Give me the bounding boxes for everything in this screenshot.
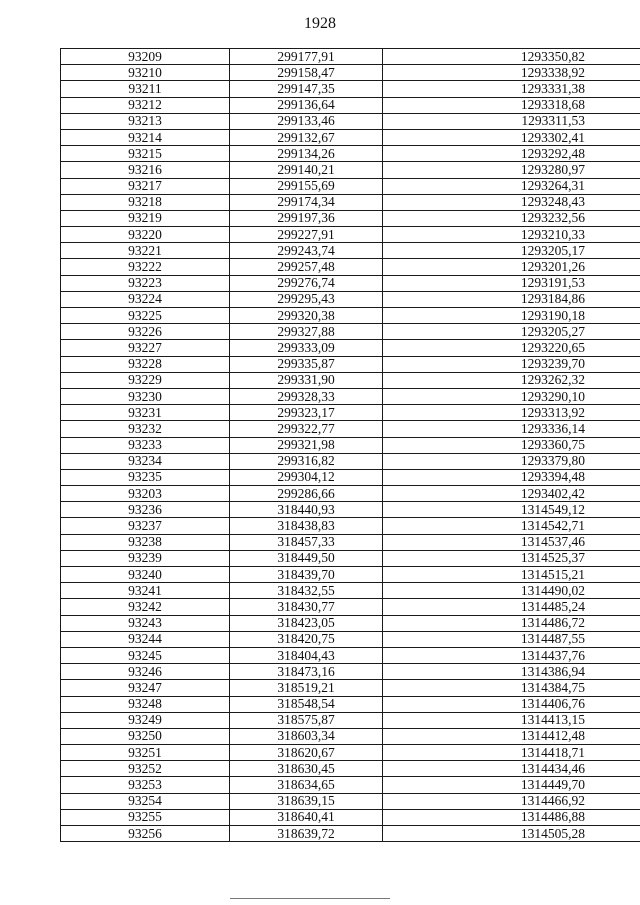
table-row	[61, 728, 640, 744]
y-coordinate-cell: 1314487,55	[383, 631, 640, 647]
table-row	[61, 712, 640, 728]
x-coordinate-cell: 299286,66	[230, 486, 383, 502]
table-row	[61, 826, 640, 842]
y-coordinate-cell: 1293248,43	[383, 194, 640, 210]
table-row	[61, 97, 640, 113]
table-row	[61, 421, 640, 437]
point-id-cell: 93224	[61, 291, 230, 307]
y-coordinate-cell: 1293184,86	[383, 291, 640, 307]
point-id-cell: 93254	[61, 793, 230, 809]
table-row	[61, 680, 640, 696]
point-id-cell: 93241	[61, 583, 230, 599]
point-id-cell: 93215	[61, 146, 230, 162]
y-coordinate-cell: 1314466,92	[383, 793, 640, 809]
y-coordinate-cell: 1293318,68	[383, 97, 640, 113]
table-row	[61, 599, 640, 615]
x-coordinate-cell: 299276,74	[230, 275, 383, 291]
coordinates-table-body	[61, 49, 640, 842]
y-coordinate-cell: 1293280,97	[383, 162, 640, 178]
table-row	[61, 502, 640, 518]
point-id-cell: 93252	[61, 761, 230, 777]
point-id-cell: 93203	[61, 486, 230, 502]
x-coordinate-cell: 299323,17	[230, 405, 383, 421]
point-id-cell: 93217	[61, 178, 230, 194]
x-coordinate-cell: 299147,35	[230, 81, 383, 97]
x-coordinate-cell: 299316,82	[230, 453, 383, 469]
point-id-cell: 93211	[61, 81, 230, 97]
x-coordinate-cell: 318603,34	[230, 728, 383, 744]
table-row	[61, 615, 640, 631]
point-id-cell: 93227	[61, 340, 230, 356]
x-coordinate-cell: 318630,45	[230, 761, 383, 777]
y-coordinate-cell: 1293336,14	[383, 421, 640, 437]
y-coordinate-cell: 1314490,02	[383, 583, 640, 599]
y-coordinate-cell: 1314386,94	[383, 664, 640, 680]
x-coordinate-cell: 299320,38	[230, 308, 383, 324]
page-number: 1928	[304, 15, 336, 32]
x-coordinate-cell: 318548,54	[230, 696, 383, 712]
point-id-cell: 93212	[61, 97, 230, 113]
y-coordinate-cell: 1314384,75	[383, 680, 640, 696]
table-row	[61, 486, 640, 502]
x-coordinate-cell: 318634,65	[230, 777, 383, 793]
y-coordinate-cell: 1314486,72	[383, 615, 640, 631]
point-id-cell: 93248	[61, 696, 230, 712]
point-id-cell: 93209	[61, 49, 230, 65]
table-row	[61, 437, 640, 453]
point-id-cell: 93235	[61, 469, 230, 485]
table-row	[61, 49, 640, 65]
x-coordinate-cell: 299327,88	[230, 324, 383, 340]
table-row	[61, 469, 640, 485]
y-coordinate-cell: 1293331,38	[383, 81, 640, 97]
table-row	[61, 308, 640, 324]
x-coordinate-cell: 299227,91	[230, 227, 383, 243]
point-id-cell: 93242	[61, 599, 230, 615]
point-id-cell: 93223	[61, 275, 230, 291]
y-coordinate-cell: 1293302,41	[383, 129, 640, 145]
y-coordinate-cell: 1314542,71	[383, 518, 640, 534]
x-coordinate-cell: 318438,83	[230, 518, 383, 534]
point-id-cell: 93225	[61, 308, 230, 324]
x-coordinate-cell: 318432,55	[230, 583, 383, 599]
x-coordinate-cell: 299333,09	[230, 340, 383, 356]
y-coordinate-cell: 1293338,92	[383, 65, 640, 81]
table-row	[61, 745, 640, 761]
table-row	[61, 664, 640, 680]
table-row	[61, 372, 640, 388]
point-id-cell: 93245	[61, 647, 230, 663]
point-id-cell: 93251	[61, 745, 230, 761]
table-row	[61, 81, 640, 97]
x-coordinate-cell: 299155,69	[230, 178, 383, 194]
y-coordinate-cell: 1314449,70	[383, 777, 640, 793]
x-coordinate-cell: 299177,91	[230, 49, 383, 65]
x-coordinate-cell: 318430,77	[230, 599, 383, 615]
point-id-cell: 93213	[61, 113, 230, 129]
table-row	[61, 243, 640, 259]
table-row	[61, 259, 640, 275]
table-row	[61, 809, 640, 825]
table-row	[61, 518, 640, 534]
table-row	[61, 631, 640, 647]
x-coordinate-cell: 318423,05	[230, 615, 383, 631]
point-id-cell: 93239	[61, 550, 230, 566]
coordinates-table	[60, 48, 640, 842]
y-coordinate-cell: 1314505,28	[383, 826, 640, 842]
point-id-cell: 93256	[61, 826, 230, 842]
y-coordinate-cell: 1293262,32	[383, 372, 640, 388]
point-id-cell: 93231	[61, 405, 230, 421]
table-row	[61, 793, 640, 809]
table-row	[61, 178, 640, 194]
footer-rule	[230, 898, 390, 899]
table-row	[61, 453, 640, 469]
x-coordinate-cell: 299335,87	[230, 356, 383, 372]
x-coordinate-cell: 299140,21	[230, 162, 383, 178]
table-row	[61, 291, 640, 307]
y-coordinate-cell: 1293190,18	[383, 308, 640, 324]
point-id-cell: 93236	[61, 502, 230, 518]
table-row	[61, 162, 640, 178]
table-row	[61, 550, 640, 566]
y-coordinate-cell: 1314418,71	[383, 745, 640, 761]
x-coordinate-cell: 299295,43	[230, 291, 383, 307]
point-id-cell: 93219	[61, 210, 230, 226]
x-coordinate-cell: 299257,48	[230, 259, 383, 275]
y-coordinate-cell: 1293264,31	[383, 178, 640, 194]
x-coordinate-cell: 299133,46	[230, 113, 383, 129]
x-coordinate-cell: 318440,93	[230, 502, 383, 518]
point-id-cell: 93222	[61, 259, 230, 275]
x-coordinate-cell: 318620,67	[230, 745, 383, 761]
point-id-cell: 93237	[61, 518, 230, 534]
table-row	[61, 405, 640, 421]
table-row	[61, 696, 640, 712]
y-coordinate-cell: 1293191,53	[383, 275, 640, 291]
y-coordinate-cell: 1314434,46	[383, 761, 640, 777]
y-coordinate-cell: 1293313,92	[383, 405, 640, 421]
table-row	[61, 567, 640, 583]
table-row	[61, 356, 640, 372]
point-id-cell: 93228	[61, 356, 230, 372]
point-id-cell: 93232	[61, 421, 230, 437]
y-coordinate-cell: 1314486,88	[383, 809, 640, 825]
point-id-cell: 93244	[61, 631, 230, 647]
y-coordinate-cell: 1293220,65	[383, 340, 640, 356]
y-coordinate-cell: 1293205,17	[383, 243, 640, 259]
point-id-cell: 93238	[61, 534, 230, 550]
table-row	[61, 146, 640, 162]
table-row	[61, 761, 640, 777]
x-coordinate-cell: 318519,21	[230, 680, 383, 696]
x-coordinate-cell: 318457,33	[230, 534, 383, 550]
y-coordinate-cell: 1314412,48	[383, 728, 640, 744]
point-id-cell: 93233	[61, 437, 230, 453]
table-row	[61, 194, 640, 210]
x-coordinate-cell: 299174,34	[230, 194, 383, 210]
x-coordinate-cell: 299158,47	[230, 65, 383, 81]
table-row	[61, 388, 640, 404]
x-coordinate-cell: 318473,16	[230, 664, 383, 680]
y-coordinate-cell: 1314537,46	[383, 534, 640, 550]
point-id-cell: 93243	[61, 615, 230, 631]
point-id-cell: 93249	[61, 712, 230, 728]
table-row	[61, 583, 640, 599]
point-id-cell: 93255	[61, 809, 230, 825]
y-coordinate-cell: 1293402,42	[383, 486, 640, 502]
x-coordinate-cell: 299134,26	[230, 146, 383, 162]
y-coordinate-cell: 1314437,76	[383, 647, 640, 663]
point-id-cell: 93214	[61, 129, 230, 145]
table-row	[61, 777, 640, 793]
point-id-cell: 93229	[61, 372, 230, 388]
table-row	[61, 113, 640, 129]
table-row	[61, 534, 640, 550]
x-coordinate-cell: 318639,72	[230, 826, 383, 842]
x-coordinate-cell: 299304,12	[230, 469, 383, 485]
y-coordinate-cell: 1314525,37	[383, 550, 640, 566]
table-row	[61, 324, 640, 340]
point-id-cell: 93218	[61, 194, 230, 210]
table-row	[61, 210, 640, 226]
y-coordinate-cell: 1293350,82	[383, 49, 640, 65]
x-coordinate-cell: 318439,70	[230, 567, 383, 583]
x-coordinate-cell: 318420,75	[230, 631, 383, 647]
point-id-cell: 93246	[61, 664, 230, 680]
point-id-cell: 93210	[61, 65, 230, 81]
table-row	[61, 647, 640, 663]
x-coordinate-cell: 299136,64	[230, 97, 383, 113]
point-id-cell: 93216	[61, 162, 230, 178]
y-coordinate-cell: 1314515,21	[383, 567, 640, 583]
y-coordinate-cell: 1314549,12	[383, 502, 640, 518]
point-id-cell: 93234	[61, 453, 230, 469]
table-row	[61, 227, 640, 243]
x-coordinate-cell: 299328,33	[230, 388, 383, 404]
x-coordinate-cell: 318449,50	[230, 550, 383, 566]
y-coordinate-cell: 1293232,56	[383, 210, 640, 226]
y-coordinate-cell: 1293201,26	[383, 259, 640, 275]
table-row	[61, 129, 640, 145]
x-coordinate-cell: 318639,15	[230, 793, 383, 809]
y-coordinate-cell: 1293239,70	[383, 356, 640, 372]
point-id-cell: 93240	[61, 567, 230, 583]
y-coordinate-cell: 1293292,48	[383, 146, 640, 162]
point-id-cell: 93220	[61, 227, 230, 243]
y-coordinate-cell: 1293394,48	[383, 469, 640, 485]
x-coordinate-cell: 299243,74	[230, 243, 383, 259]
x-coordinate-cell: 318640,41	[230, 809, 383, 825]
point-id-cell: 93221	[61, 243, 230, 259]
y-coordinate-cell: 1293379,80	[383, 453, 640, 469]
point-id-cell: 93230	[61, 388, 230, 404]
y-coordinate-cell: 1314413,15	[383, 712, 640, 728]
x-coordinate-cell: 299197,36	[230, 210, 383, 226]
x-coordinate-cell: 299331,90	[230, 372, 383, 388]
y-coordinate-cell: 1314485,24	[383, 599, 640, 615]
point-id-cell: 93226	[61, 324, 230, 340]
x-coordinate-cell: 299321,98	[230, 437, 383, 453]
x-coordinate-cell: 299322,77	[230, 421, 383, 437]
table-row	[61, 275, 640, 291]
y-coordinate-cell: 1293290,10	[383, 388, 640, 404]
y-coordinate-cell: 1293311,53	[383, 113, 640, 129]
point-id-cell: 93253	[61, 777, 230, 793]
x-coordinate-cell: 318575,87	[230, 712, 383, 728]
table-row	[61, 340, 640, 356]
point-id-cell: 93250	[61, 728, 230, 744]
y-coordinate-cell: 1293205,27	[383, 324, 640, 340]
table-row	[61, 65, 640, 81]
point-id-cell: 93247	[61, 680, 230, 696]
y-coordinate-cell: 1293210,33	[383, 227, 640, 243]
x-coordinate-cell: 318404,43	[230, 647, 383, 663]
y-coordinate-cell: 1293360,75	[383, 437, 640, 453]
y-coordinate-cell: 1314406,76	[383, 696, 640, 712]
x-coordinate-cell: 299132,67	[230, 129, 383, 145]
